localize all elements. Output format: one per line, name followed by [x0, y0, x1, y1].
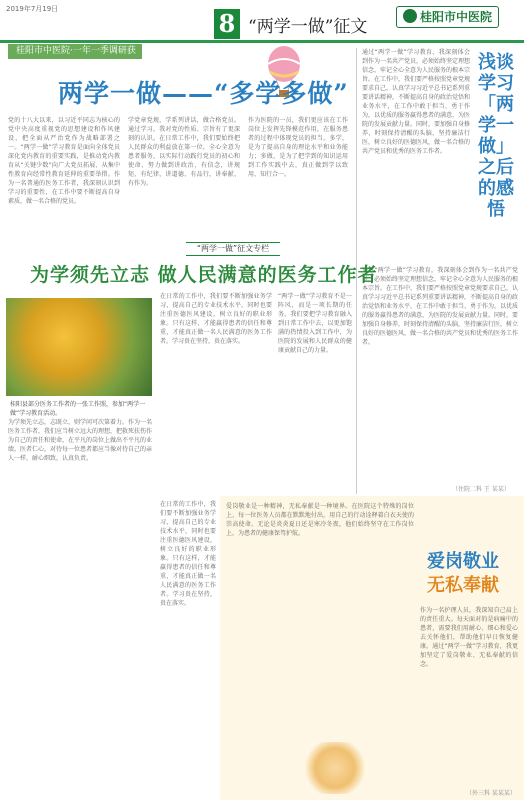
article4-title-line2: 无私奉献 — [427, 575, 499, 596]
article2-column-label: “两学一做”征文专栏 — [186, 242, 280, 256]
paper-name: 桂阳市中医院 — [420, 10, 493, 24]
photo-caption: 桂阳县部分医务工作者的一张工作照，参加“两学一做”学习教育活动。 — [10, 401, 146, 417]
article2-column-1: 为学须先立志，志既立，则学问可次第着力。作为一名医务工作者，我们应当树立远大的理想，把救死扶伤作为自己的责任和使命，在平凡的岗位上做出不平凡的业绩。医者仁心，对待每一位患者都应当像对待自己的亲人一样，耐心细致，认真负责。 — [8, 419, 152, 462]
article4-column-2: 作为一名护理人员，我深知自己肩上的责任重大。每天面对的是病痛中的患者，需要我们用耐心、细心和爱心去关怀他们，帮助他们早日恢复健康。通过“两学一做”学习教育，我更加坚定了爱岗敬业、无私奉献的信念。 — [420, 607, 518, 668]
article2-column-2: 在日常的工作中，我们要不断加强业务学习，提高自己的专业技术水平，同时也要注重医德医风建设，树立良好的职业形象。只有这样，才能赢得患者的信任和尊重，才能真正做一名人民满意的医务工作者。学习贵在坚持，贵在落实。 — [160, 293, 272, 345]
article3-column-1: 通过“两学一做”学习教育，我深刻体会到作为一名共产党员，必须始终坚定理想信念，牢记全心全意为人民服务的根本宗旨。在工作中，我们要严格按照党章党规要求自己，认真学习习近平总书记系列重要讲话精神，不断提高自身的政治觉悟和业务水平，在工作中敢于担当、勇于作为，以优质的服务赢得患者的满意，为医院的发展贡献力量。同时，要加强自身修养，时刻保持清醒的头脑，坚持廉洁行医，树立良好的医德医风，做一名合格的共产党员和优秀的医务工作者。 — [362, 49, 470, 155]
article4-title — [418, 550, 508, 598]
article2-column-4: 在日常的工作中，我们要不断加强业务学习，提高自己的专业技术水平，同时也要注重医德医风建设，树立良好的职业形象。只有这样，才能赢得患者的信任和尊重，才能真正做一名人民满意的医务工作者。学习贵在坚持，贵在落实。 — [160, 501, 216, 607]
award-tag: 桂阳市中医院·一年一季调研获奖作品 — [8, 44, 142, 59]
newspaper-logo — [396, 6, 499, 28]
page-number: 8 — [214, 9, 240, 39]
flower-decoration — [300, 742, 370, 794]
article2-headline: 为学须先立志 做人民满意的医务工作者 — [30, 264, 378, 286]
article1-column-1: 党的十八大以来，以习近平同志为核心的党中央高度重视党的思想建设和作风建设，把全面从严治党作为战略部署之一。“两学一做”学习教育是面向全体党员深化党内教育的重要实践，是推动党内教育从“关键少数”向广大党员拓展、从集中性教育向经常性教育延伸的重要举措。作为一名普通的医务工作者，我深刻认识到学习的重要性，在工作中要不断提高自身素质，做一名合格的党员。 — [8, 117, 120, 205]
article2-column-3: “两学一做”学习教育不是一阵风，而是一项长期的任务。我们要把学习教育融入到日常工作中去，以更加饱满的热情投入到工作中，为医院的发展和人民群众的健康贡献自己的力量。 — [278, 293, 352, 354]
article1-column-3: 作为医院的一员，我们更应该在工作岗位上发挥先锋模范作用，在服务患者的过程中体现党员的担当。多学，是为了提高自身的理论水平和业务能力；多做，是为了把学到的知识运用到工作实践中去，真正做到学以致用、知行合一。 — [248, 117, 348, 178]
article4-byline: （外三科 某某某） — [466, 790, 516, 797]
article1-column-2: 学党章党规，学系列讲话，做合格党员。通过学习，我对党的性质、宗旨有了更深刻的认识。在日常工作中，我们要始终把人民群众的利益放在第一位，全心全意为患者服务，以实际行动践行党员的初心和使命，努力做到讲政治、有信念，讲规矩、有纪律，讲道德、有品行，讲奉献、有作为。 — [128, 117, 240, 187]
article3-title: 浅谈学习「两学一做」之后的感悟 — [478, 52, 514, 220]
article3-column-2: 通过“两学一做”学习教育，我深刻体会到作为一名共产党员，必须始终坚定理想信念，牢记全心全意为人民服务的根本宗旨。在工作中，我们要严格按照党章党规要求自己，认真学习习近平总书记系列重要讲话精神，不断提高自身的政治觉悟和业务水平，在工作中敢于担当、勇于作为，以优质的服务赢得患者的满意，为医院的发展贡献力量。同时，要加强自身修养，时刻保持清醒的头脑，坚持廉洁行医，树立良好的医德医风，做一名合格的共产党员和优秀的医务工作者。 — [362, 267, 518, 346]
article4-column-1: 爱岗敬业是一种精神，无私奉献是一种境界。在医院这个特殊的岗位上，每一位医务人员都在默默地付出，用自己的行动诠释着白衣天使的崇高使命。无论是炎炎夏日还是寒冷冬夜，他们始终坚守在工作岗位上，为患者的健康保驾护航。 — [226, 503, 414, 537]
article3-byline: （住院二科 王 某某） — [452, 486, 510, 493]
flower-photo — [6, 298, 152, 396]
issue-date: 2019年7月19日 — [6, 5, 59, 13]
header-rule — [0, 40, 524, 43]
masthead — [0, 0, 524, 44]
hospital-seal-icon — [403, 9, 417, 23]
section-title: “两学一做”征文 — [248, 17, 368, 37]
article4-title-line1: 爱岗敬业 — [427, 551, 499, 572]
article1-headline: 两学一做——“多学多做” — [58, 79, 349, 108]
